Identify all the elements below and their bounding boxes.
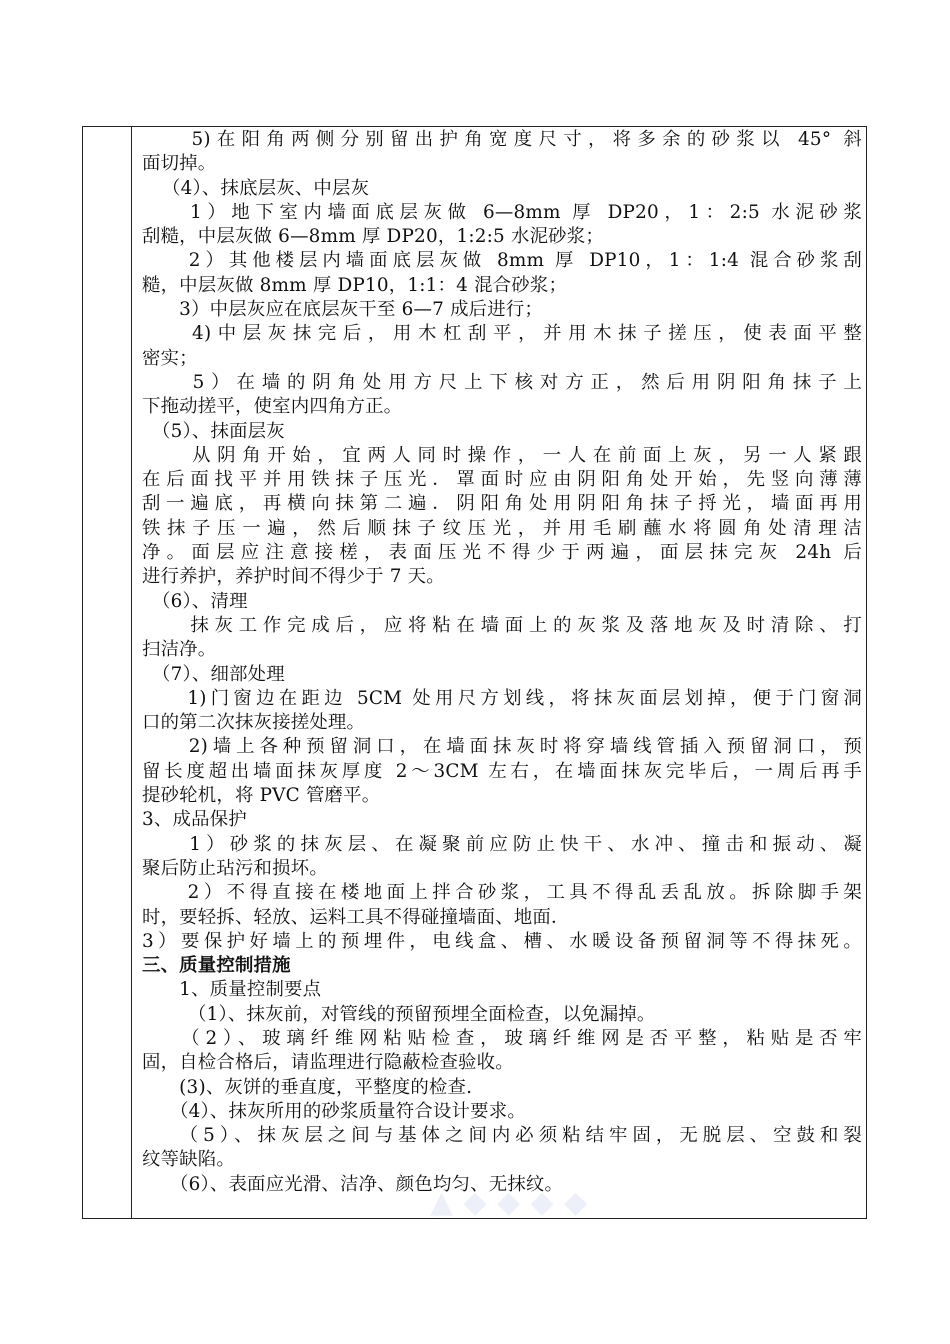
text-line: 4)中层灰抹完后，用木杠刮平，并用木抹子搓压，使表面平整 [142, 323, 862, 345]
text-line: （6）、清理 [152, 590, 248, 612]
text-line: 3）中层灰应在底层灰干至 6—7 成后进行； [142, 299, 544, 321]
text-line: （4）、抹灰所用的砂浆质量符合设计要求。 [142, 1100, 526, 1122]
text-line: 时，要轻拆、轻放、运料工具不得碰撞墙面、地面． [142, 906, 570, 928]
text-line: 面切掉。 [142, 153, 217, 175]
text-line: 密实； [142, 347, 198, 369]
text-line: 5）在墙的阴角处用方尺上下核对方正，然后用阴阳角抹子上 [142, 371, 862, 393]
text-line: （4）、抹底层灰、中层灰 [162, 177, 370, 199]
text-line: 进行养护，养护时间不得少于 7 天。 [142, 566, 445, 588]
text-line: 纹等缺陷。 [142, 1149, 235, 1171]
text-line: 留长度超出墙面抹灰厚度 2～3CM 左右，在墙面抹灰完毕后，一周后再手 [142, 760, 862, 782]
text-line: 抹灰工作完成后，应将粘在墙面上的灰浆及落地灰及时清除、打 [142, 614, 862, 636]
text-line: 净。面层应注意接槎，表面压光不得少于两遍，面层抹完灰 24h 后 [142, 542, 862, 564]
text-line: 3）要保护好墙上的预埋件，电线盒、槽、水暖设备预留洞等不得抹死。 [142, 930, 862, 952]
text-line: （7）、细部处理 [152, 663, 285, 685]
text-line: 提砂轮机，将 PVC 管磨平。 [142, 785, 381, 807]
text-line: 聚后防止玷污和损坏。 [142, 857, 328, 879]
text-line: 固，自检合格后，请监理进行隐蔽检查验收。 [142, 1052, 514, 1074]
body-text [142, 128, 862, 1197]
text-line: 1）地下室内墙面底层灰做 6—8mm 厚 DP20，1：2:5 水泥砂浆 [142, 201, 862, 223]
text-line: 5)在阳角两侧分别留出护角宽度尺寸，将多余的砂浆以 45° 斜 [142, 129, 862, 150]
text-line: 2)墙上各种预留洞口，在墙面抹灰时将穿墙线管插入预留洞口，预 [142, 736, 862, 758]
text-line: （2）、玻璃纤维网粘贴检查，玻璃纤维网是否平整，粘贴是否牢 [142, 1027, 862, 1049]
text-line: （5）、抹灰层之间与基体之间内必须粘结牢固，无脱层、空鼓和裂 [142, 1125, 862, 1147]
text-line: 在后面找平并用铁抹子压光．罩面时应由阴阳角处开始，先竖向薄薄 [142, 469, 862, 491]
text-line: （1）、抹灰前，对管线的预留预埋全面检查，以免漏掉。 [188, 1003, 656, 1025]
text-line: 1、质量控制要点 [142, 979, 322, 1001]
text-line: （6）、表面应光滑、洁净、颜色均匀、无抹纹。 [142, 1173, 564, 1195]
text-line: (3)、灰饼的垂直度，平整度的检查. [142, 1076, 473, 1098]
text-line: 三、质量控制措施 [142, 955, 291, 977]
text-line: 下拖动搓平，使室内四角方正。 [142, 396, 403, 418]
text-line: 1)门窗边在距边 5CM 处用尺方划线，将抹灰面层划掉，便于门窗洞 [142, 687, 862, 709]
text-line: 1）砂浆的抹灰层、在凝聚前应防止快干、水冲、撞击和振动、凝 [142, 833, 862, 855]
text-line: 口的第二次抹灰接搓处理。 [142, 712, 366, 734]
text-line: 扫洁净。 [142, 639, 217, 661]
text-line: 刮糙，中层灰做 6—8mm 厚 DP20，1:2:5 水泥砂浆； [142, 226, 604, 248]
text-line: 3、成品保护 [142, 809, 247, 831]
text-line: 铁抹子压一遍，然后顺抹子纹压光，并用毛刷蘸水将圆角处清理洁 [142, 517, 862, 539]
table-right-column [132, 127, 866, 1218]
watermark-logo: ▲ ◆ ◆ ◆ ◆ [430, 1185, 588, 1220]
text-line: 2）其他楼层内墙面底层灰做 8mm 厚 DP10，1：1:4 混合砂浆刮 [142, 250, 862, 272]
text-line: （5）、抹面层灰 [152, 420, 285, 442]
table-left-column [83, 127, 132, 1218]
text-line: 刮一遍底，再横向抹第二遍．阴阳角处用阴阳角抹子捋光，墙面再用 [142, 493, 862, 515]
content-table [82, 126, 867, 1219]
text-line: 从阴角开始，宜两人同时操作，一人在前面上灰，另一人紧跟 [142, 444, 862, 466]
text-line: 糙，中层灰做 8mm 厚 DP10，1:1：4 混合砂浆； [142, 274, 568, 296]
text-line: 2）不得直接在楼地面上拌合砂浆，工具不得乱丢乱放。拆除脚手架 [142, 882, 862, 904]
